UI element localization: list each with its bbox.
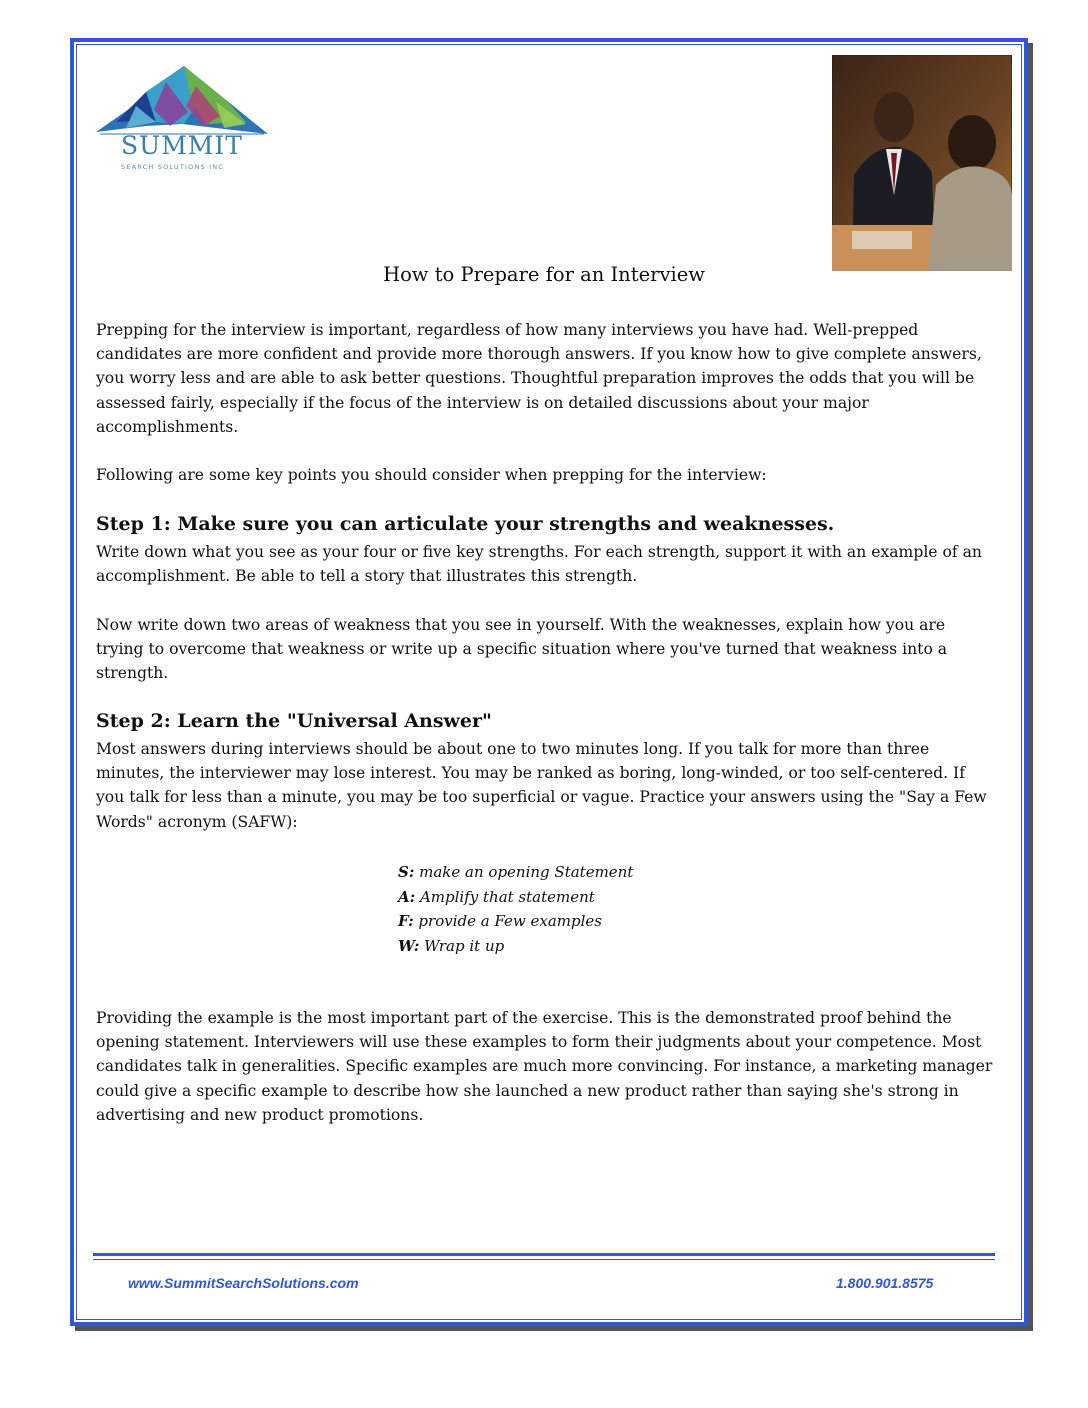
intro-paragraph: Prepping for the interview is important, regardless of how many interviews you have had. Well-prepped candidates are more confident and provide more thorough answers. If you know how to give complete answers, you worry less and are able to ask better questions. Thoughtful preparation improves the odds that you will be assessed fairly, especially if the focus of the interview is on detailed discussions about your major accomplishments.: [96, 321, 982, 436]
page-title: How to Prepare for an Interview: [383, 263, 705, 286]
footer-website-link[interactable]: www.SummitSearchSolutions.com: [128, 1275, 359, 1291]
logo-name: SUMMIT: [121, 131, 243, 160]
step2-heading: Step 2: Learn the "Universal Answer": [96, 710, 492, 732]
footer-phone: 1.800.901.8575: [836, 1275, 934, 1291]
step2-paragraph-2: Providing the example is the most important part of the exercise. This is the demonstrated proof behind the opening statement. Interviewers will use these examples to form their judgments about your competence. Most candidates talk in generalities. Specific examples are much more convincing. For instance, a marketing manager could give a specific example to describe how she launched a new product rather than saying she's strong in advertising and new product promotions.: [96, 1009, 993, 1124]
step2-paragraph-1: Most answers during interviews should be about one to two minutes long. If you talk for more than three minutes, the interviewer may lose interest. You may be ranked as boring, long-winded, or too self-centered. If you talk for less than a minute, you may be too superficial or vague. Practice your answers using the "Say a Few Words" acronym (SAFW):: [96, 740, 987, 831]
step1-paragraph-2: Now write down two areas of weakness that you see in yourself. With the weaknesses, explain how you are trying to overcome that weakness or write up a specific situation where you've turned that weakness into a strength.: [96, 616, 948, 683]
safw-item-f: F: provide a Few examples: [398, 912, 603, 930]
step1-paragraph-1: Write down what you see as your four or five key strengths. For each strength, support it with an example of an accomplishment. Be able to tell a story that illustrates this strength.: [96, 543, 982, 586]
safw-item-s: S: make an opening Statement: [398, 863, 634, 881]
lead-in-paragraph: Following are some key points you should consider when prepping for the interview:: [96, 466, 767, 484]
safw-item-w: W: Wrap it up: [398, 936, 505, 955]
safw-item-a: A: Amplify that statement: [398, 887, 595, 906]
footer-rule: [93, 1253, 995, 1256]
interview-photo: [832, 55, 1012, 271]
footer-rule-thin: [93, 1259, 995, 1260]
logo-subtitle: SEARCH SOLUTIONS INC: [121, 163, 225, 171]
step1-heading: Step 1: Make sure you can articulate your strengths and weaknesses.: [96, 513, 835, 535]
safw-list: [398, 860, 718, 958]
